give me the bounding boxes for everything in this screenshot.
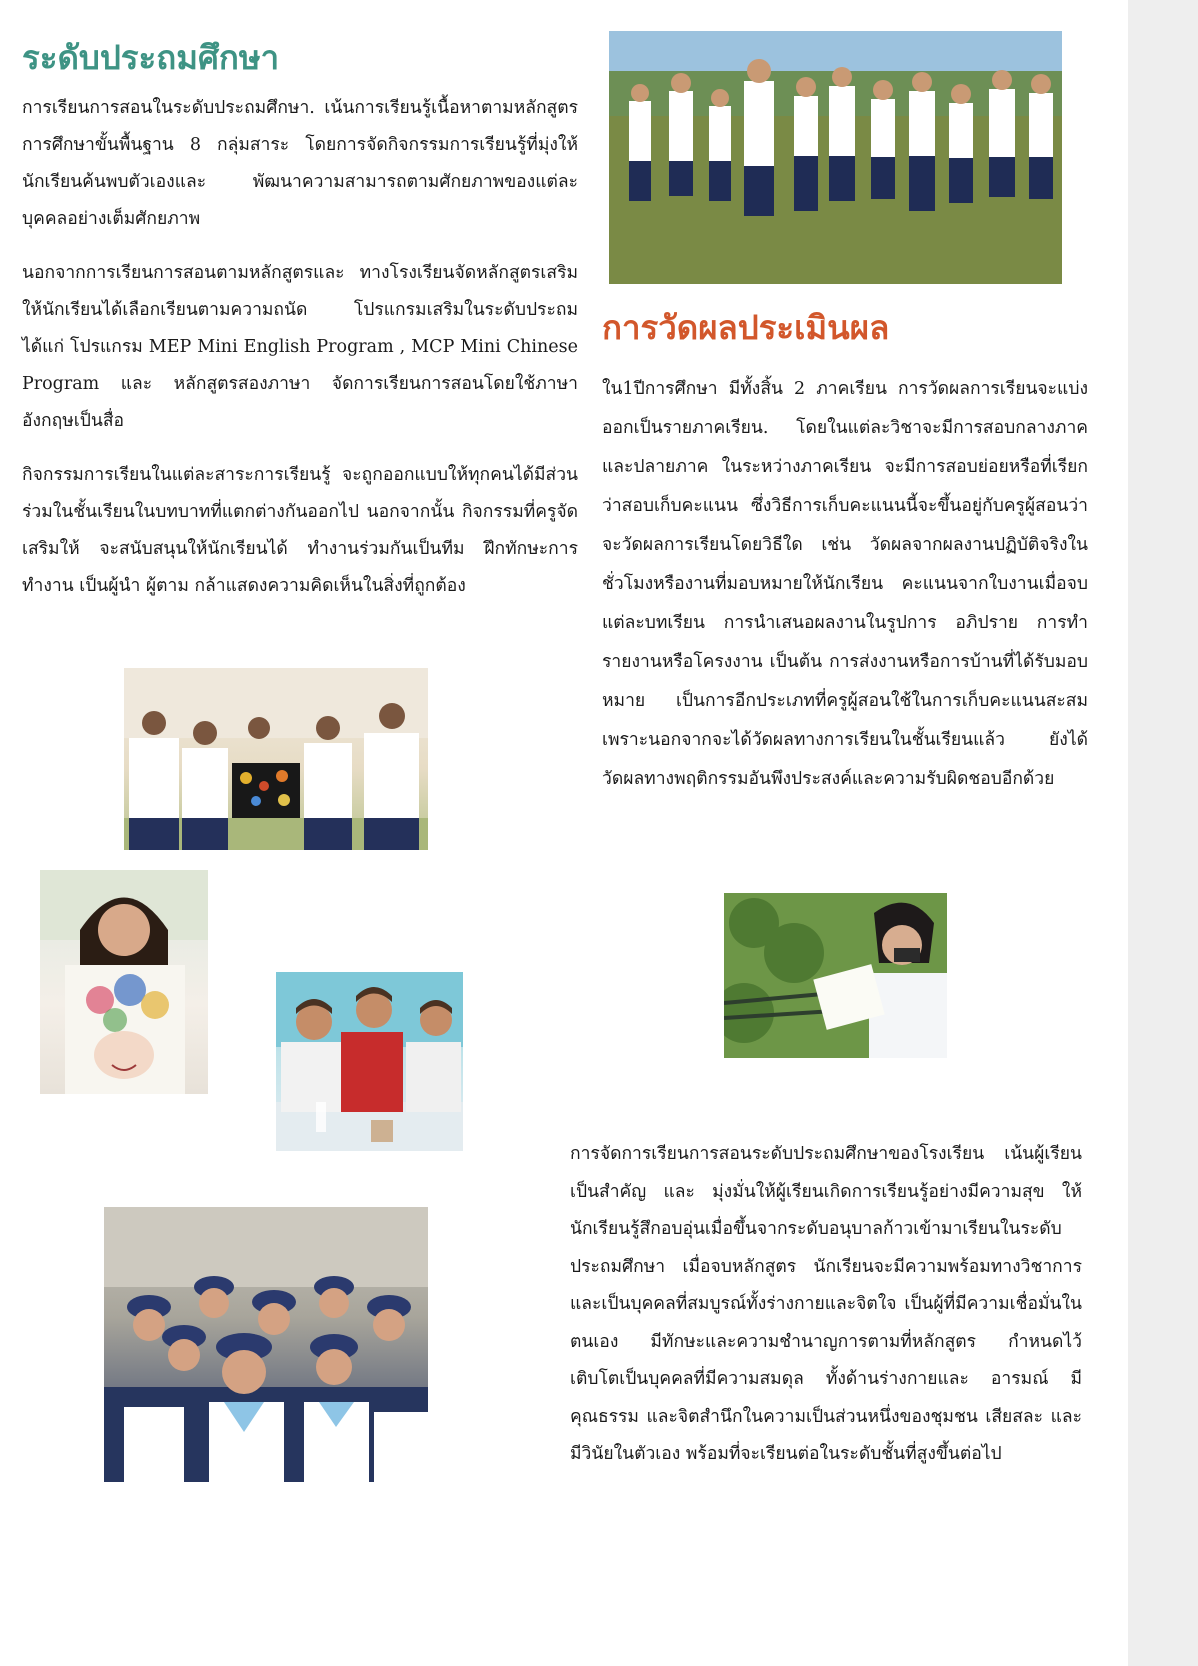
supplementary-program-paragraph: นอกจากการเรียนการสอนตามหลักสูตรและ ทางโรงเรียนจัดหลักสูตรเสริมให้นักเรียนได้เลือกเรียนตามความถนัด โปรแกรมเสริมในระดับประถมได้แก่ โปรแกรม MEP Mini English Program , MCP Mini Chinese Program และ หลักสูตรสองภาษา จัดการเรียนการสอนโดยใช้ภาษาอังกฤษเป็นสื่อ xyxy=(22,263,578,431)
scouts-group-photo xyxy=(104,1207,428,1482)
primary-curriculum-paragraph: การเรียนการสอนในระดับประถมศึกษา. เน้นการเรียนรู้เนื้อหาตามหลักสูตรการศึกษาขั้นพื้นฐาน 8 กลุ่มสาระ โดยการจัดกิจกรรมการเรียนรู้ที่มุ่งให้นักเรียนค้นพบตัวเองและ พัฒนาความสามารถตามศักยภาพของแต่ละบุคคลอย่างเต็มศักยภาพ xyxy=(22,98,578,229)
learning-activities-paragraph: กิจกรรมการเรียนในแต่ละสาระการเรียนรู้ จะถูกออกแบบให้ทุกคนได้มีส่วนร่วมในชั้นเรียนในบทบาทที่แตกต่างกันออกไป นอกจากนั้น กิจกรรมที่ครูจัดเสริมให้ จะสนับสนุนให้นักเรียนได้ ทำงานร่วมกันเป็นทีม ฝึกทักษะการทำงาน เป็นผู้นำ ผู้ตาม กล้าแสดงความคิดเห็นในสิ่งที่ถูกต้อง xyxy=(22,465,578,596)
page-edge xyxy=(1128,0,1198,1666)
assessment-heading: การวัดผลประเมินผล xyxy=(602,308,890,347)
solar-system-project-photo xyxy=(124,668,428,850)
girl-with-artwork-photo xyxy=(40,870,208,1094)
school-philosophy-paragraph: การจัดการเรียนการสอนระดับประถมศึกษาของโรงเรียน เน้นผู้เรียนเป็นสำคัญ และ มุ่งมั่นให้ผู้เรียนเกิดการเรียนรู้อย่างมีความสุข ให้นักเรียนรู้สึกอบอุ่นเมื่อขึ้นจากระดับอนุบาลก้าวเข้ามาเรียนในระดับประถมศึกษา เมื่อจบหลักสูตร นักเรียนจะมีความพร้อมทางวิชาการ และเป็นบุคคลที่สมบูรณ์ทั้งร่างกายและจิตใจ เป็นผู้ที่มีความเชื่อมั่นในตนเอง มีทักษะและความชำนาญการตามที่หลักสูตร กำหนดไว้ เติบโตเป็นบุคคลที่มีความสมดุล ทั้งด้านร่างกายและ อารมณ์ มีคุณธรรม และจิตสำนึกในความเป็นส่วนหนึ่งของชุมชน เสียสละ และมีวินัยในตัวเอง พร้อมที่จะเรียนต่อในระดับชั้นที่สูงขึ้นต่อไป xyxy=(570,1144,1082,1464)
students-cheering-photo xyxy=(609,31,1062,284)
assessment-paragraph: ใน1ปีการศึกษา มีทั้งสิ้น 2 ภาคเรียน การวัดผลการเรียนจะแบ่งออกเป็นรายภาคเรียน. โดยในแต่ละวิชาจะมีการสอบกลางภาคและปลายภาค ในระหว่างภาคเรียน จะมีการสอบย่อยหรือที่เรียกว่าสอบเก็บคะแนน ซึ่งวิธีการเก็บคะแนนนี้จะขึ้นอยู่กับครูผู้สอนว่าจะวัดผลการเรียนโดยวิธีใด เช่น วัดผลจากผลงานปฏิบัติจริงในชั่วโมงหรืองานที่มอบหมายให้นักเรียน คะแนนจากใบงานเมื่อจบแต่ละบทเรียน การนำเสนอผลงานในรูปการ อภิปราย การทำรายงานหรือโครงงาน เป็นต้น การส่งงานหรือการบ้านที่ได้รับมอบหมาย เป็นการอีกประเภทที่ครูผู้สอนใช้ในการเก็บคะแนนสะสมเพราะนอกจากจะได้วัดผลทางการเรียนในชั้นเรียนแล้ว ยังได้วัดผลทางพฤติกรรมอันพึงประสงค์และความรับผิดชอบอีกด้วย xyxy=(602,379,1088,789)
student-writing-photo xyxy=(724,893,947,1058)
primary-level-heading: ระดับประถมศึกษา xyxy=(22,38,280,77)
science-experiment-photo xyxy=(276,972,463,1151)
